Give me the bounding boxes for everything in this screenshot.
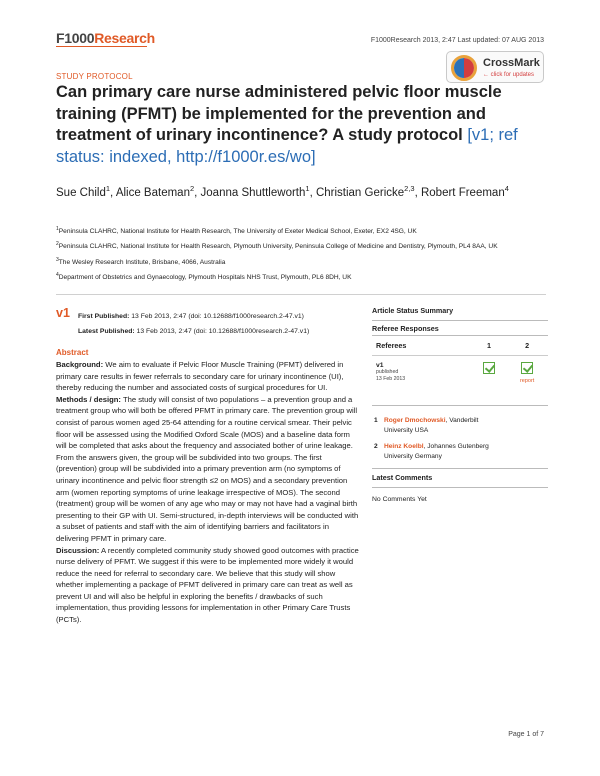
referee-name-link[interactable]: Heinz Koelbl [384, 443, 424, 450]
first-published-value: 13 Feb 2013, 2:47 (doi: 10.12688/f1000research.2-47.v1) [131, 313, 304, 320]
header-meta: F1000Research 2013, 2:47 Last updated: 07 AUG 2013 [370, 37, 544, 44]
affiliation: $^3$The Wesley Research Institute, Brisbane, 4066, Australia [56, 256, 226, 266]
referee-report-link[interactable]: report [519, 377, 535, 384]
abstract-methods: Methods / design: The study will consist of two populations – a prevention group and a treatment group who will both be offered PFMT in primary care. The prevention group will consist of parous women aged 25-64 attending for a routine cervical smear. Their pelvic floor will be assessed using the Modified Oxford Scale (MOS) and a baseline data form will be completed that asks about the frequency and associated bother of urine leakage. From the answers given, the group will be subdivided into two groups. The first (prevention) group will be subdivided into a primary prevention arm (no symptoms of urinary incontinence and pelvic floor strength ≤2 on MOS) and a secondary prevention arm (women reporting symptoms of urine leakage irrespective of MOS). The second (treatment) group will be women of any age who may or may not have had a vaginal birth presenting to their GP with UI. Semi-structured, in-depth interviews will be conducted with a subset of patients and staff with the aim of identifying barriers and facilitators in delivering PFMT in primary care. [56, 394, 359, 543]
page-number: Page 1 of 7 [508, 731, 544, 738]
author[interactable]: Alice Bateman$^2$ [115, 184, 195, 199]
referees-column-header: Referees [372, 336, 472, 355]
author-list: Sue Child$^1$, Alice Bateman$^2$, Joanna Shuttleworth$^1$, Christian Gericke$^{2,3}$, Robert Freeman$^4$ [56, 184, 509, 199]
abstract-discussion: Discussion: A recently completed community study showed good outcomes with practice nurse delivery of PFMT. We suggest if this were to be implemented more widely it would reduce the need for referral to secondary care. We believe that this study will show whether implementing a package of PFMT delivered in primary care can treat as well as prevent UI and will also be helpful in exploring the benefits / drawbacks of such implementation, thus providing lessons for implementation in other Primary Care Trusts (PCTs). [56, 545, 359, 625]
article-title-text: Can primary care nurse administered pelvic floor muscle training (PFMT) be implemented for the prevention and treatment of urinary incontinence? A study protocol [56, 83, 502, 144]
section-divider [56, 294, 546, 295]
abstract-heading: Abstract [56, 348, 89, 357]
referee-2-column-header: 2 [506, 336, 548, 355]
article-type: STUDY PROTOCOL [56, 72, 133, 81]
referee-table [372, 336, 548, 405]
referee-responses-title: Referee Responses [372, 324, 439, 333]
logo-underline [56, 46, 147, 47]
list-item: 1 Roger Dmochowski, Vanderbilt University USA [374, 417, 479, 434]
f1000research-logo[interactable] [56, 30, 155, 46]
article-title-meta-link[interactable]: [v1; ref status: indexed, http://f1000r.es/wo] [56, 126, 518, 166]
affiliation: $^1$Peninsula CLAHRC, National Institute for Health Research, The University of Exeter Medical School, Exeter, EX2 4SG, UK [56, 226, 417, 236]
abstract-body [56, 359, 362, 626]
version-label: v1 [56, 306, 70, 320]
latest-comments-title: Latest Comments [372, 473, 433, 482]
article-status-summary-title: Article Status Summary [372, 306, 454, 315]
publication-info: First Published: 13 Feb 2013, 2:47 (doi: 10.12688/f1000research.2-47.v1) Latest Published: 13 Feb 2013, 2:47 (doi: 10.12688/f1000research.2-47.v1) [78, 313, 310, 335]
article-title [56, 82, 546, 168]
version-cell: v1 published 13 Feb 2013 [376, 361, 406, 382]
author[interactable]: Sue Child$^1$ [56, 184, 111, 199]
crossmark-badge[interactable] [446, 51, 544, 83]
affiliation: $^2$Peninsula CLAHRC, National Institute for Health Research, Plymouth University, Peninsula College of Medicine and Dentistry, Plymouth, PL4 8AA, UK [56, 241, 498, 251]
affiliations [56, 224, 546, 286]
referee-list [372, 406, 548, 462]
logo-research-text: Research [94, 30, 155, 46]
affiliation: $^4$Department of Obstetrics and Gynaecology, Plymouth Hospitals NHS Trust, Plymouth, PL6 8DH, UK [56, 272, 352, 282]
no-comments-text: No Comments Yet [372, 496, 427, 503]
referee-1-column-header: 1 [472, 336, 507, 355]
author[interactable]: Christian Gericke$^{2,3}$ [315, 184, 415, 199]
crossmark-subtitle: ← click for updates [483, 72, 535, 78]
crossmark-title: CrossMark [483, 57, 540, 69]
referee-2-status[interactable] [506, 355, 548, 405]
approved-check-icon [483, 362, 495, 374]
referee-name-link[interactable]: Roger Dmochowski [384, 417, 446, 424]
referee-1-status[interactable] [472, 355, 507, 405]
table-row [372, 355, 548, 405]
list-item: 2 Heinz Koelbl, Johannes Gutenberg University Germany [374, 443, 489, 460]
author[interactable]: Robert Freeman$^4$ [420, 184, 509, 199]
latest-published-value: 13 Feb 2013, 2:47 (doi: 10.12688/f1000research.2-47.v1) [136, 328, 310, 335]
approved-check-icon [521, 362, 533, 374]
logo-f1000-text: F1000 [56, 30, 95, 46]
crossmark-icon [451, 55, 477, 81]
abstract-background: Background: We aim to evaluate if Pelvic Floor Muscle Training (PFMT) delivered in primary care results in fewer referrals to secondary care for urinary incontinence (UI), thereby reducing the number and associated costs of surgical procedures for UI. [56, 360, 344, 393]
author[interactable]: Joanna Shuttleworth$^1$ [200, 184, 310, 199]
article-status-panel [372, 306, 548, 503]
